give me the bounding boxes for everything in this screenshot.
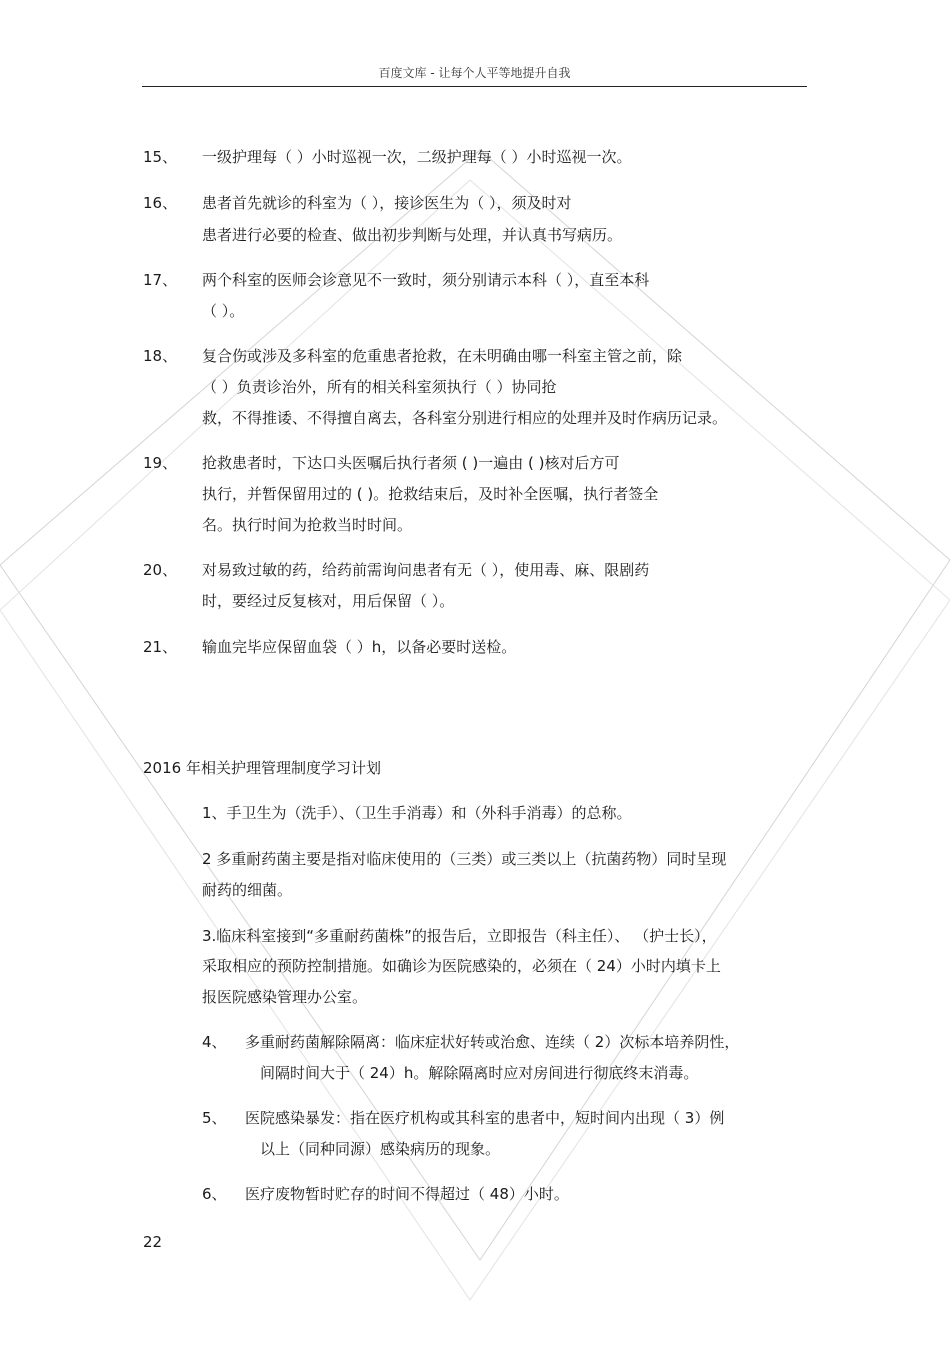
- plan-item-text: 多重耐药菌解除隔离：临床症状好转或治愈、连续（ 2）次标本培养阴性，: [245, 1033, 740, 1051]
- plan-item-number: 4、: [202, 1033, 227, 1051]
- question-text: 患者进行必要的检查、做出初步判断与处理，并认真书写病历。: [202, 226, 623, 244]
- header-divider: [142, 86, 807, 87]
- question-text: 两个科室的医师会诊意见不一致时，须分别请示本科（ ），直至本科: [202, 271, 650, 289]
- plan-item-number: 6、: [202, 1185, 227, 1203]
- question-text: 对易致过敏的药，给药前需询问患者有无（ ），使用毒、麻、限剧药: [202, 561, 650, 579]
- question-number: 15、: [143, 148, 178, 166]
- question-number: 19、: [143, 454, 178, 472]
- question-number: 20、: [143, 561, 178, 579]
- question-text: （ ）。: [202, 302, 245, 320]
- question-number: 21、: [143, 638, 178, 656]
- plan-item-text: 采取相应的预防控制措施。如确诊为医院感染的，必须在（ 24）小时内填卡上: [202, 957, 721, 975]
- question-text: 名。执行时间为抢救当时时间。: [202, 516, 413, 534]
- plan-item-text: 间隔时间大于（ 24）h。解除隔离时应对房间进行彻底终末消毒。: [260, 1064, 699, 1082]
- page-header: 百度文库 - 让每个人平等地提升自我: [378, 66, 571, 80]
- question-text: 输血完毕应保留血袋（ ）h，以备必要时送检。: [202, 638, 517, 656]
- question-text: 复合伤或涉及多科室的危重患者抢救，在未明确由哪一科室主管之前，除: [202, 347, 683, 365]
- question-text: 抢救患者时，下达口头医嘱后执行者须 ( )一遍由 ( )核对后方可: [202, 454, 620, 472]
- plan-item-text: 3.临床科室接到“多重耐药菌株”的报告后，立即报告（科主任）、 （护士长），: [202, 927, 717, 945]
- question-number: 18、: [143, 347, 178, 365]
- plan-item-number: 5、: [202, 1109, 227, 1127]
- question-text: 执行，并暂保留用过的 ( )。抢救结束后，及时补全医嘱，执行者签全: [202, 485, 659, 503]
- plan-item-text: 医疗废物暂时贮存的时间不得超过（ 48）小时。: [245, 1185, 569, 1203]
- question-text: （ ）负责诊治外，所有的相关科室须执行（ ）协同抢: [202, 378, 557, 396]
- plan-item-text: 以上（同种同源）感染病历的现象。: [260, 1140, 501, 1158]
- question-number: 16、: [143, 194, 178, 212]
- page-number: 22: [143, 1233, 163, 1251]
- question-text: 患者首先就诊的科室为（ ），接诊医生为（ ），须及时对: [202, 194, 572, 212]
- plan-item-text: 1、手卫生为（洗手）、（卫生手消毒）和（外科手消毒）的总称。: [202, 804, 632, 822]
- plan-item-text: 医院感染暴发：指在医疗机构或其科室的患者中，短时间内出现（ 3）例: [245, 1109, 725, 1127]
- plan-item-text: 报医院感染管理办公室。: [202, 988, 368, 1006]
- question-number: 17、: [143, 271, 178, 289]
- question-text: 时，要经过反复核对，用后保留（ ）。: [202, 592, 455, 610]
- question-text: 救，不得推诿、不得擅自离去，各科室分别进行相应的处理并及时作病历记录。: [202, 409, 728, 427]
- section-title: 2016 年相关护理管理制度学习计划: [143, 759, 381, 777]
- question-text: 一级护理每（ ）小时巡视一次，二级护理每（ ）小时巡视一次。: [202, 148, 632, 166]
- plan-item-text: 2 多重耐药菌主要是指对临床使用的（三类）或三类以上（抗菌药物）同时呈现: [202, 850, 727, 868]
- plan-item-text: 耐药的细菌。: [202, 881, 293, 899]
